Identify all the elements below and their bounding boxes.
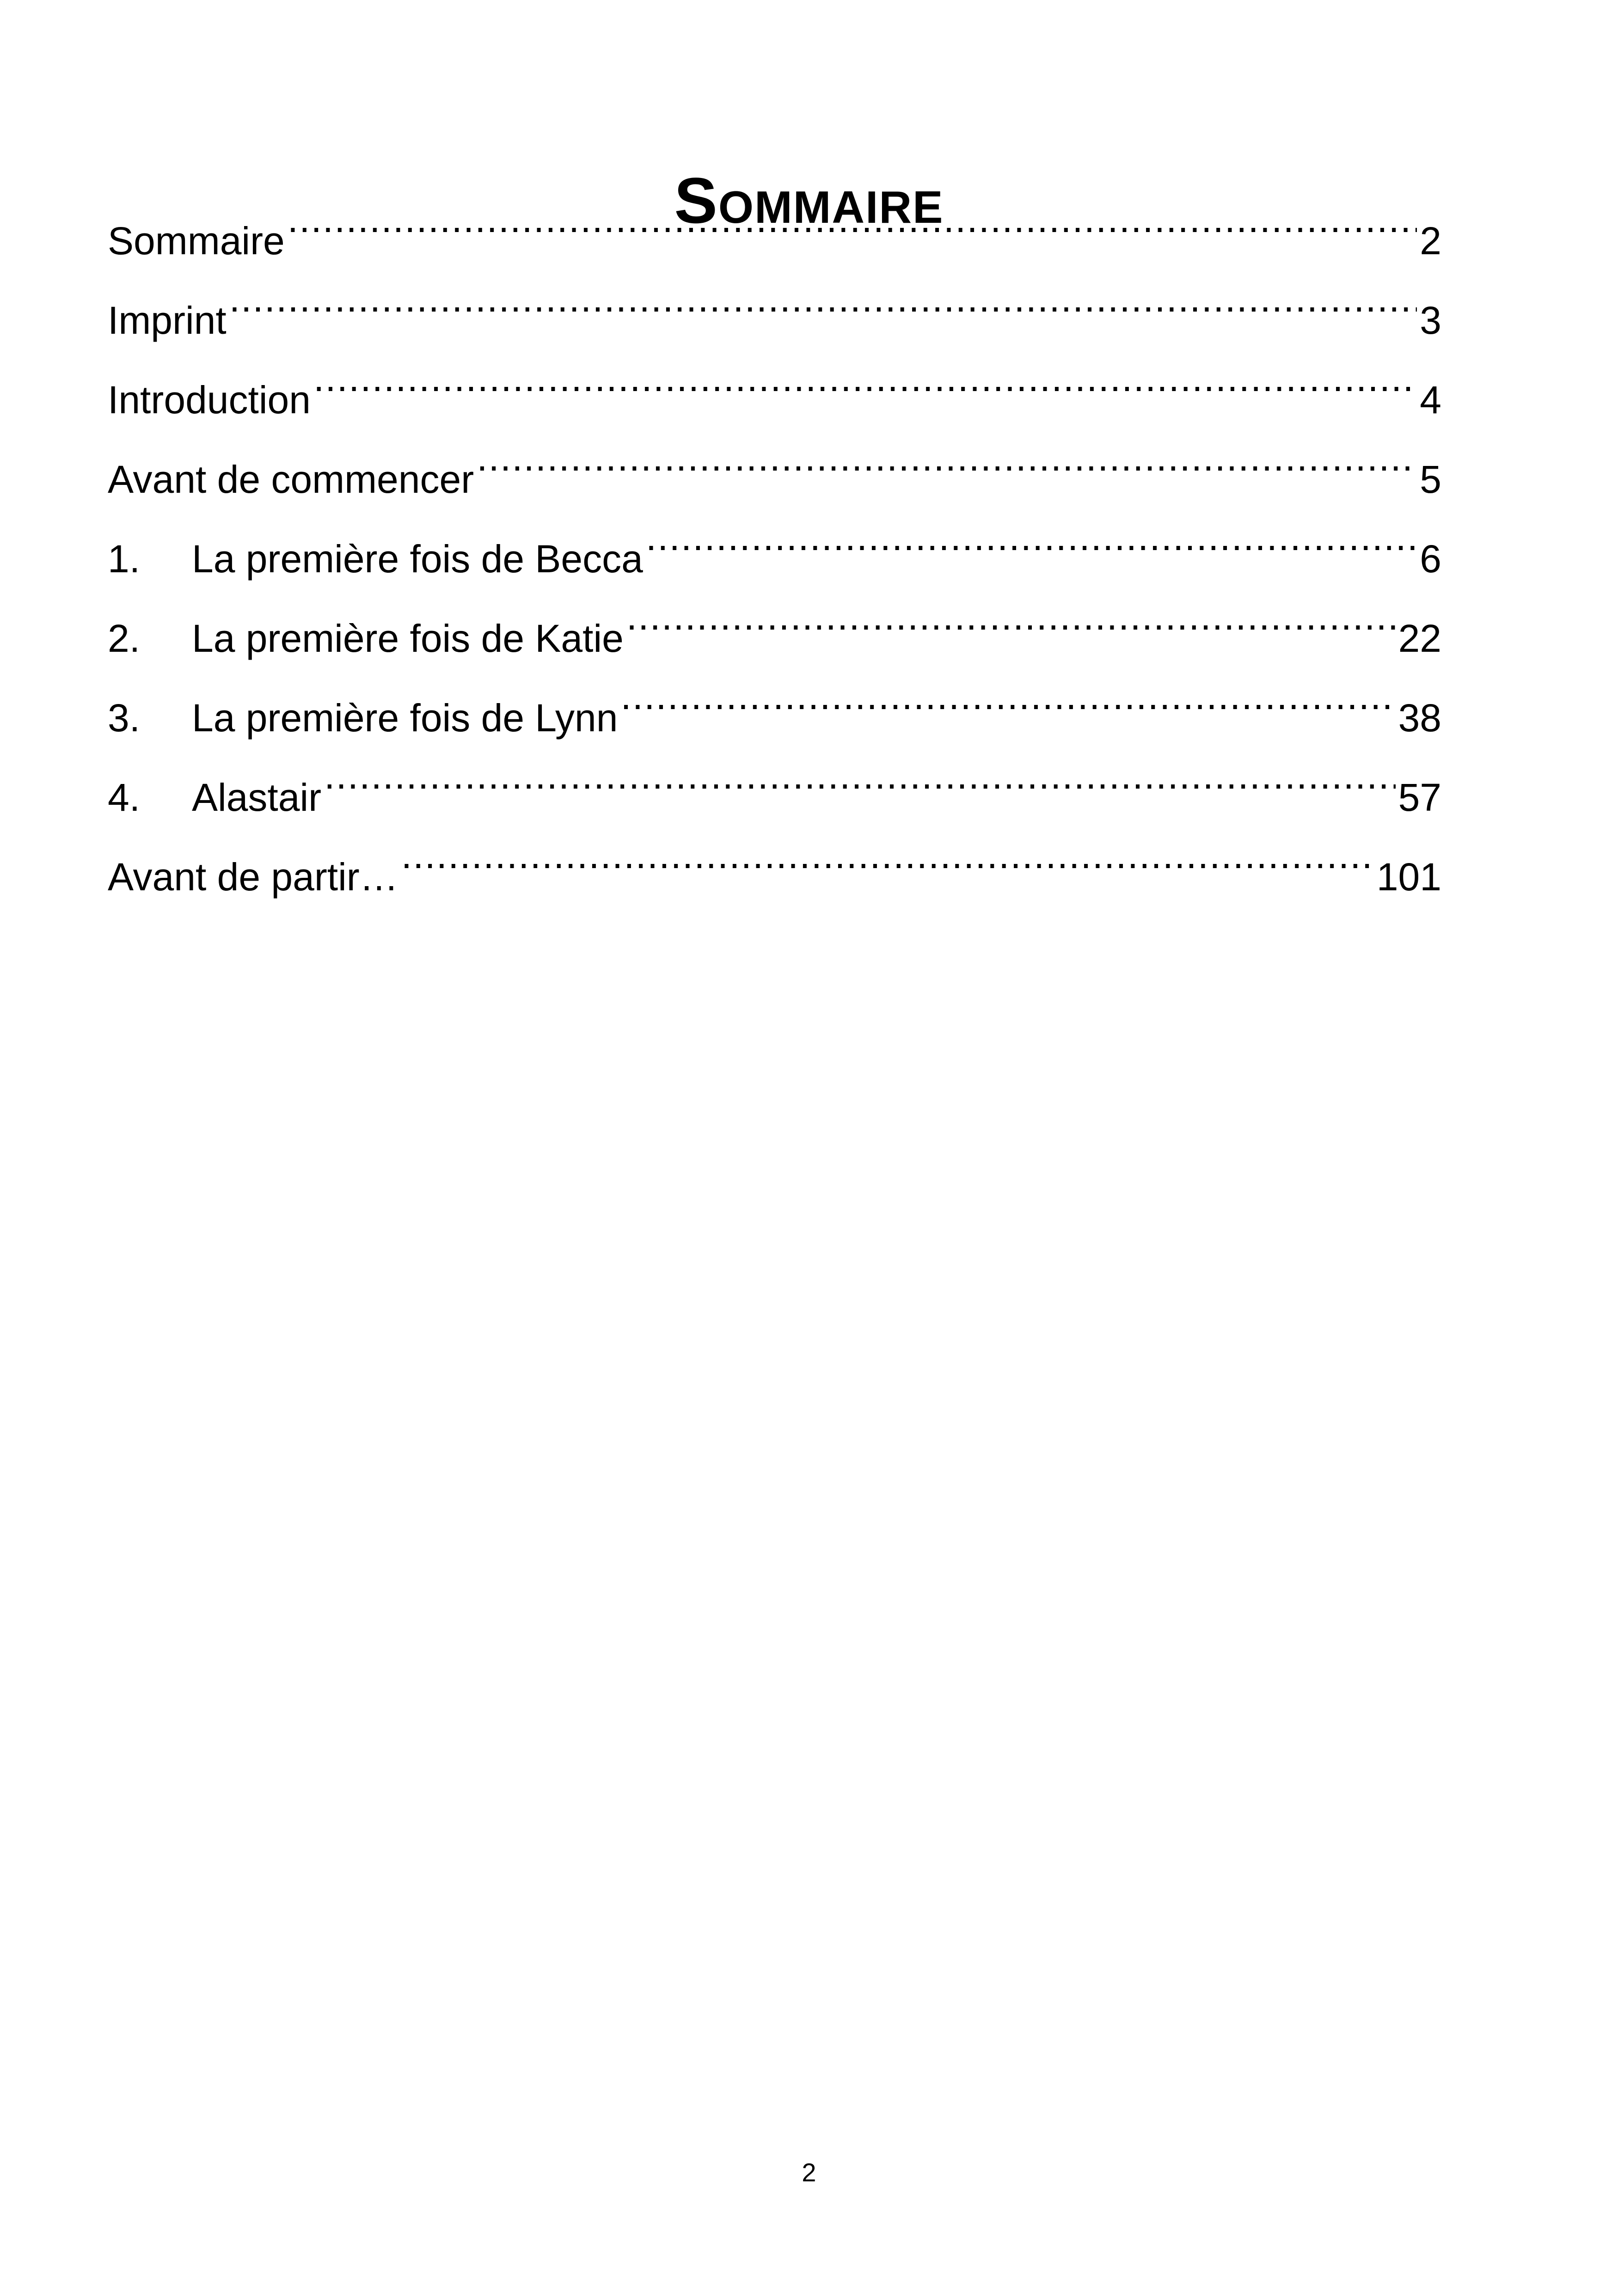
toc-entry-number: 1. <box>108 537 141 581</box>
toc-entry-label: Alastair <box>192 776 322 819</box>
toc-entry[interactable] <box>108 680 1441 760</box>
toc-entry[interactable] <box>108 362 1441 442</box>
page-title: Sommaire <box>674 164 944 237</box>
toc-entry-label: La première fois de Becca <box>192 537 643 581</box>
toc-entry-page: 57 <box>1398 776 1441 819</box>
toc-entry-label: Avant de commencer <box>108 458 474 501</box>
toc-entry-page: 38 <box>1398 696 1441 740</box>
toc-entry-number: 2. <box>108 617 141 660</box>
toc-dot-leader <box>646 521 1417 572</box>
toc-entry-label: Introduction <box>108 378 311 422</box>
toc-entry-label: La première fois de Katie <box>192 617 624 660</box>
toc-entry-page: 5 <box>1420 458 1441 501</box>
toc-dot-leader <box>477 442 1417 493</box>
toc-entry[interactable] <box>108 283 1441 362</box>
toc-entry-label: Avant de partir… <box>108 855 398 899</box>
toc-entry[interactable] <box>108 203 1441 283</box>
toc-dot-leader <box>229 283 1417 334</box>
toc-entry[interactable] <box>108 521 1441 601</box>
toc-entry-page: 101 <box>1376 855 1441 899</box>
toc-dot-leader <box>401 839 1374 890</box>
toc-entry-page: 6 <box>1420 537 1441 581</box>
toc-dot-leader <box>626 601 1396 652</box>
toc-entry-page: 22 <box>1398 617 1441 660</box>
toc-dot-leader <box>324 760 1395 811</box>
page-number: 2 <box>802 2158 816 2187</box>
toc-entry-page: 4 <box>1420 378 1441 422</box>
toc-entry[interactable] <box>108 442 1441 521</box>
toc-entry[interactable] <box>108 839 1441 919</box>
toc-entry-label: La première fois de Lynn <box>192 696 618 740</box>
toc-dot-leader <box>313 362 1417 413</box>
toc-dot-leader <box>620 680 1395 731</box>
toc-entry[interactable] <box>108 760 1441 839</box>
toc-entry-label: Imprint <box>108 299 227 342</box>
toc-entry-number: 4. <box>108 776 141 819</box>
toc-dot-leader <box>288 203 1417 254</box>
toc-entry-page: 3 <box>1420 299 1441 342</box>
toc-entry-page: 2 <box>1420 219 1441 263</box>
table-of-contents <box>108 203 1441 919</box>
toc-entry-number: 3. <box>108 696 141 740</box>
toc-entry-label: Sommaire <box>108 219 285 263</box>
toc-entry[interactable] <box>108 601 1441 680</box>
